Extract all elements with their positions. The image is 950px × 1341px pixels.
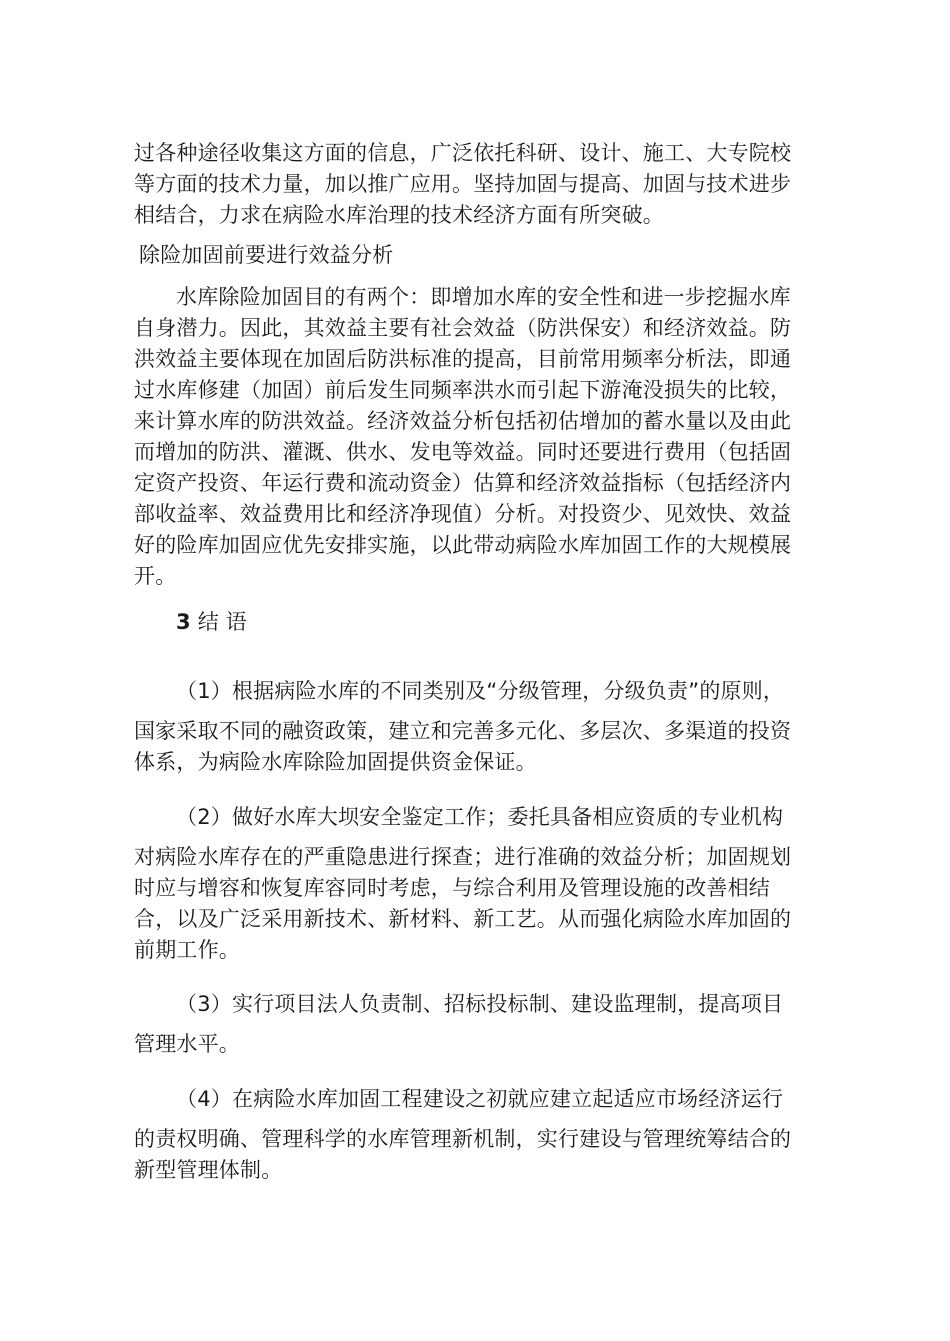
text-line: 水库除险加固目的有两个：即增加水库的安全性和进一步挖掘水库 — [176, 285, 791, 309]
text-line: 好的险库加固应优先安排实施，以此带动病险水库加固工作的大规模展 — [134, 533, 792, 557]
text-line: 而增加的防洪、灌溉、供水、发电等效益。同时还要进行费用（包括固 — [134, 440, 792, 464]
section-title: 结 语 — [197, 610, 247, 634]
text-line: 合，以及广泛采用新技术、新材料、新工艺。从而强化病险水库加固的 — [134, 907, 792, 931]
text-line: 的责权明确、管理科学的水库管理新机制，实行建设与管理统筹结合的 — [134, 1127, 792, 1151]
text-line: 开。 — [134, 564, 177, 588]
text-line: 过水库修建（加固）前后发生同频率洪水而引起下游淹没损失的比较， — [134, 378, 792, 402]
text-line: （4）在病险水库加固工程建设之初就应建立起适应市场经济运行 — [176, 1087, 784, 1111]
text-line: 对病险水库存在的严重隐患进行探查；进行准确的效益分析；加固规划 — [134, 845, 792, 869]
text-line: 部收益率、效益费用比和经济净现值）分析。对投资少、见效快、效益 — [134, 502, 792, 526]
text-line: 来计算水库的防洪效益。经济效益分析包括初估增加的蓄水量以及由此 — [134, 409, 792, 433]
text-line: 洪效益主要体现在加固后防洪标准的提高，目前常用频率分析法，即通 — [134, 347, 792, 371]
section-number: 3 — [176, 610, 191, 634]
text-line: 自身潜力。因此，其效益主要有社会效益（防洪保安）和经济效益。防 — [134, 316, 792, 340]
subheading: 除险加固前要进行效益分析 — [139, 243, 394, 267]
text-line: 定资产投资、年运行费和流动资金）估算和经济效益指标（包括经济内 — [134, 471, 792, 495]
text-line: 体系，为病险水库除险加固提供资金保证。 — [134, 750, 537, 774]
text-line: 新型管理体制。 — [134, 1158, 283, 1182]
text-line: 国家采取不同的融资政策，建立和完善多元化、多层次、多渠道的投资 — [134, 719, 792, 743]
section-heading — [176, 608, 247, 636]
text-line: 等方面的技术力量，加以推广应用。坚持加固与提高、加固与技术进步 — [134, 172, 792, 196]
text-line: （2）做好水库大坝安全鉴定工作；委托具备相应资质的专业机构 — [176, 805, 784, 829]
text-line: 时应与增容和恢复库容同时考虑，与综合利用及管理设施的改善相结 — [134, 876, 770, 900]
text-line: 相结合，力求在病险水库治理的技术经济方面有所突破。 — [134, 203, 664, 227]
text-line: 管理水平。 — [134, 1032, 240, 1056]
text-line: （3）实行项目法人负责制、招标投标制、建设监理制，提高项目 — [176, 992, 784, 1016]
text-line: （1）根据病险水库的不同类别及“分级管理，分级负责”的原则， — [176, 679, 785, 703]
text-line: 过各种途径收集这方面的信息，广泛依托科研、设计、施工、大专院校 — [134, 141, 792, 165]
text-line: 前期工作。 — [134, 938, 240, 962]
